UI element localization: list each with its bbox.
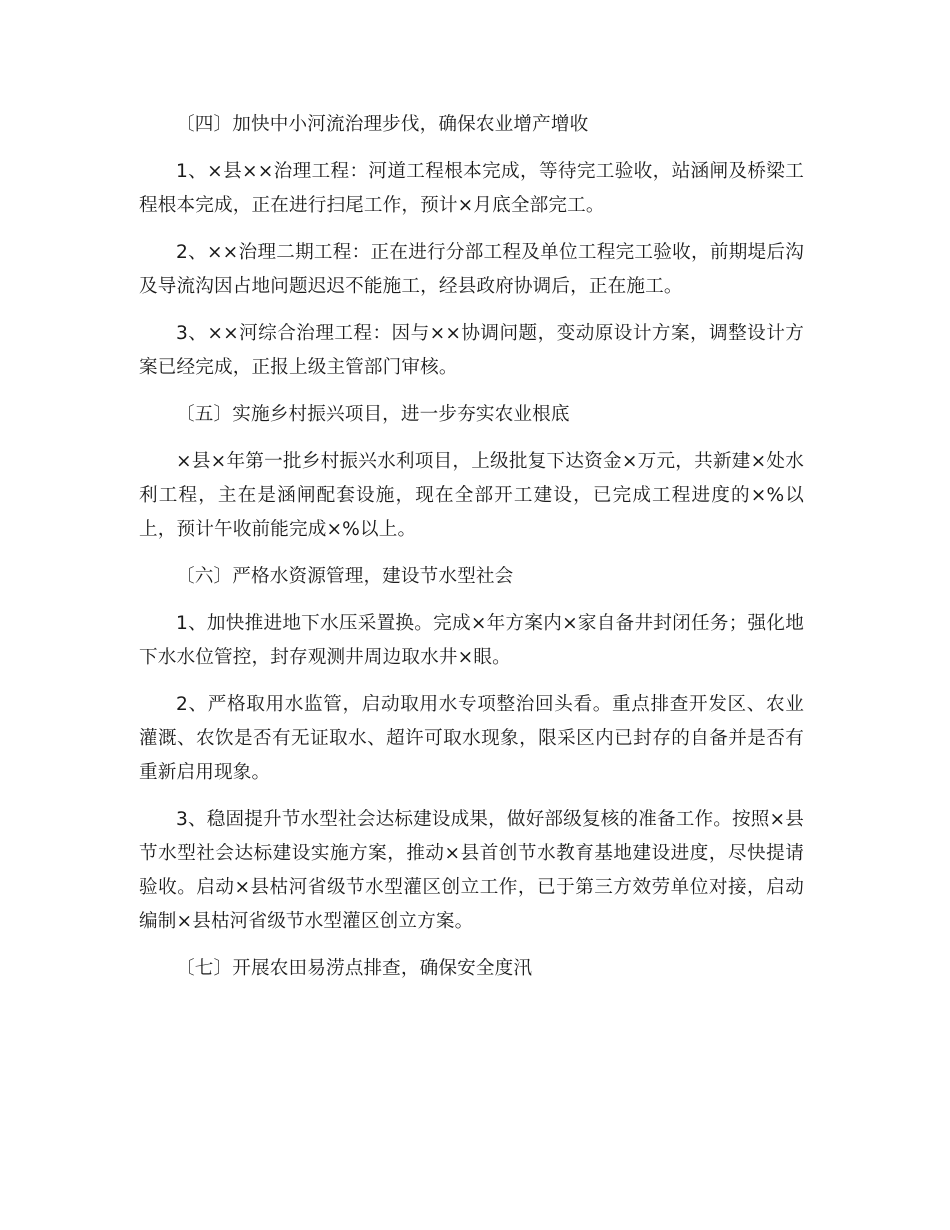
section-heading-5: 〔五〕实施乡村振兴项目，进一步夯实农业根底 bbox=[176, 404, 570, 425]
paragraph-4-2: 2、××治理二期工程：正在进行分部工程及单位工程完工验收，前期堤后沟及导流沟因占地问题迟迟不能施工，经县政府协调后，正在施工。 bbox=[139, 242, 804, 297]
section-heading-7: 〔七〕开展农田易涝点排查，确保安全度汛 bbox=[176, 958, 533, 979]
paragraph-5-1: ×县×年第一批乡村振兴水利项目，上级批复下达资金×万元，共新建×处水利工程，主在是涵闸配套设施，现在全部开工建设，已完成工程进度的×%以上，预计午收前能完成×%以上。 bbox=[139, 451, 804, 540]
document-body bbox=[139, 108, 804, 999]
paragraph-6-1: 1、加快推进地下水压采置换。完成×年方案内×家自备井封闭任务；强化地下水水位管控，封存观测井周边取水井×眼。 bbox=[139, 613, 804, 668]
paragraph-4-1: 1、×县××治理工程：河道工程根本完成，等待完工验收，站涵闸及桥梁工程根本完成，正在进行扫尾工作，预计×月底全部完工。 bbox=[139, 161, 804, 216]
paragraph-6-2: 2、严格取用水监管，启动取用水专项整治回头看。重点排查开发区、农业灌溉、农饮是否有无证取水、超许可取水现象，限采区内已封存的自备并是否有重新启用现象。 bbox=[139, 694, 804, 783]
section-heading-6: 〔六〕严格水资源管理，建设节水型社会 bbox=[176, 566, 514, 587]
paragraph-6-3: 3、稳固提升节水型社会达标建设成果，做好部级复核的准备工作。按照×县节水型社会达标建设实施方案，推动×县首创节水教育基地建设进度，尽快提请验收。启动×县枯河省级节水型灌区创立工作，已于第三方效劳单位对接，启动编制×县枯河省级节水型灌区创立方案。 bbox=[139, 809, 804, 932]
section-heading-4: 〔四〕加快中小河流治理步伐，确保农业增产增收 bbox=[176, 114, 589, 135]
paragraph-4-3: 3、××河综合治理工程：因与××协调问题，变动原设计方案，调整设计方案已经完成，正报上级主管部门审核。 bbox=[139, 323, 804, 378]
